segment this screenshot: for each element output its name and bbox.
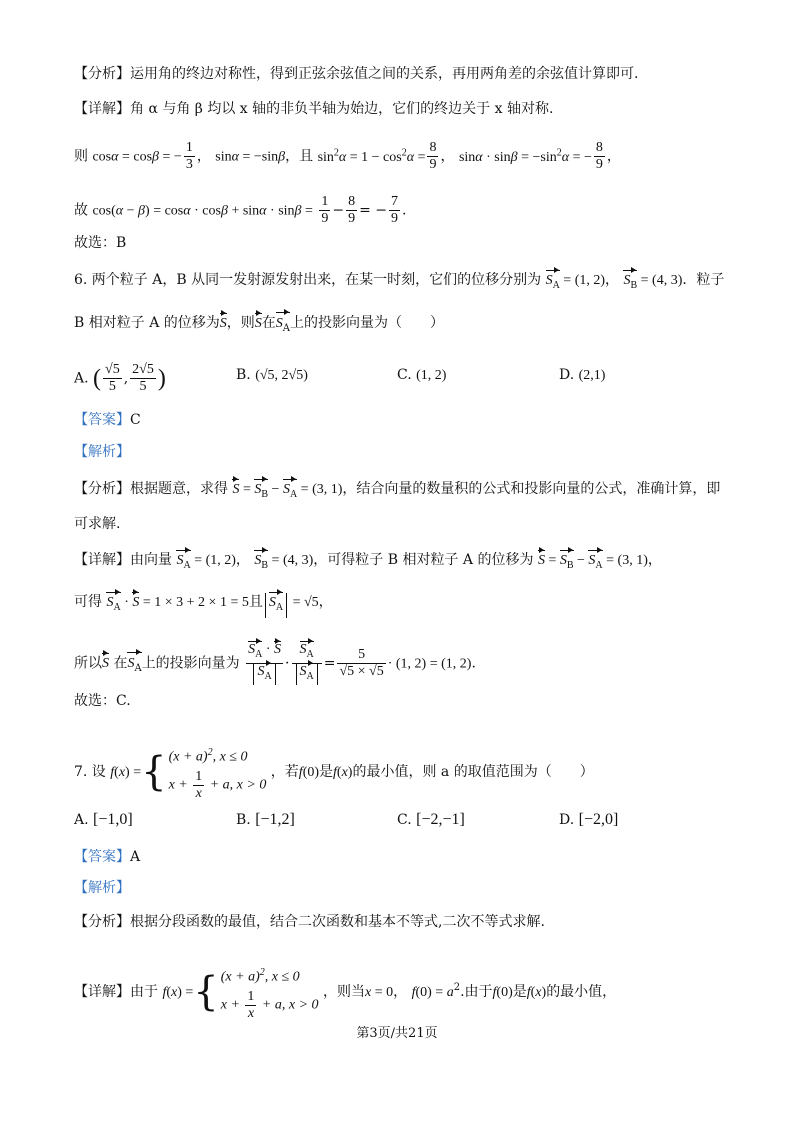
q6-option-b: B. (√5, 2√5) [236,367,308,383]
q5-detail [74,99,553,119]
q6-answer [74,410,141,430]
q6-stem-line1: 6. 两个粒子 A，B 从同一发射源发射出来，在某一时刻，它们的位移分别为 $S_A = (1$, 2)， $S_B = (4$, 3)．粒子 [74,270,724,296]
label-xiangjie: 【详解】 [74,101,130,117]
q7-option-c: C. [−2,−1] [397,811,465,828]
q6-detail-3: 所以S 在$S_A$上的投影向量为 $\frac{S_A \cdot S}{S_A}$ · $\frac{S_A}{S_A}$ = $\frac{5}{√5 \times √5}$ · (1, 2) = (1, 2). [74,642,476,685]
q7-answer-value: A [130,849,141,865]
q6-detail-2: 可得 $S_A \cdot S = 1 \times 3 + 2 \times 1 = 5$且 $S_A = √5$， [74,592,333,618]
q5-choose: 故选：B [74,235,127,251]
q5-analysis [74,64,638,84]
page-footer: 第3页/共21页 [356,1026,438,1041]
q6-detail-1: 【详解】由向量 $S_A = (1$, 2)， $S_B = (4$, 3)，可得粒子 B 相对粒子 A 的位移为 $S = S_B - S_A = (3$, 1)， [74,550,662,576]
q6-jiexi-label: 【解析】 [74,444,130,460]
q7-option-d: D. [−2,0] [559,811,619,828]
q6-analysis: 【分析】根据题意，求得 $S = S_B - S_A = (3$, 1)，结合向量的数量积的公式和投影向量的公式，准确计算，即 [74,479,720,505]
label-fenxi: 【分析】 [74,66,130,82]
q5-equation-2: 故 cos(α − β) = cosα · cosβ + sinα · sinβ = $\frac{1}{9}$ − $\frac{8}{9}$ = − $\frac{7}{9}$ . [74,194,407,226]
q5-equation-1: 则 cosα = cosβ = − $\frac{1}{3}$ ， sinα = −sinβ，且 $\sin^2\alpha = 1 - \cos^2\alpha$ = $\frac{8}{9}$ ， $\sin\alpha \cdot \sin\beta = -\sin^2\alpha$ = − $\frac{8}{9}$ ， [74,140,621,172]
q7-answer: 【答案】A [74,849,141,865]
q7-stem: 7. 设 f(x) ={ $(x + a)^2$, x ≤ 0 x + $\frac{1}{x}$ + a, x > 0 ，若f(0)是f(x)的最小值，则 a 的取值范围为（ ） [74,747,594,801]
q6-option-c: C. (1, 2) [397,367,447,383]
q6-answer-value: C [130,412,141,428]
q5-detail-text: 角 α 与角 β 均以 x 轴的非负半轴为始边，它们的终边关于 x 轴对称. [130,101,554,117]
q7-option-b: B. [−1,2] [236,811,295,828]
q7-option-a: A. [−1,0] [74,811,133,828]
q7-analysis: 【分析】根据分段函数的最值，结合二次函数和基本不等式,二次不等式求解. [74,914,545,930]
q6-analysis-cont: 可求解. [74,516,121,532]
q5-analysis-text: 运用角的终边对称性，得到正弦余弦值之间的关系，再用两角差的余弦值计算即可. [130,66,639,82]
q7-jiexi-label: 【解析】 [74,880,130,896]
label-answer: 【答案】 [74,412,130,428]
q6-option-a: A. ( $\frac{√5}{5}$ , $\frac{2√5}{5}$ ) [74,362,166,394]
q6-option-d: D. (2,1) [559,367,606,383]
q6-choose: 故选：C. [74,693,131,709]
q7-detail: 【详解】由于 f(x) ={ $(x + a)^2$, x ≤ 0 x + $\frac{1}{x}$ + a, x > 0 ，则当x = 0， $f(0) = a^2$.由于f(0)是f(x)的最小值， [74,967,617,1021]
q6-stem-line2: B 相对粒子 A 的位移为S，则S在$S_A$上的投影向量为（ ） [74,313,444,339]
